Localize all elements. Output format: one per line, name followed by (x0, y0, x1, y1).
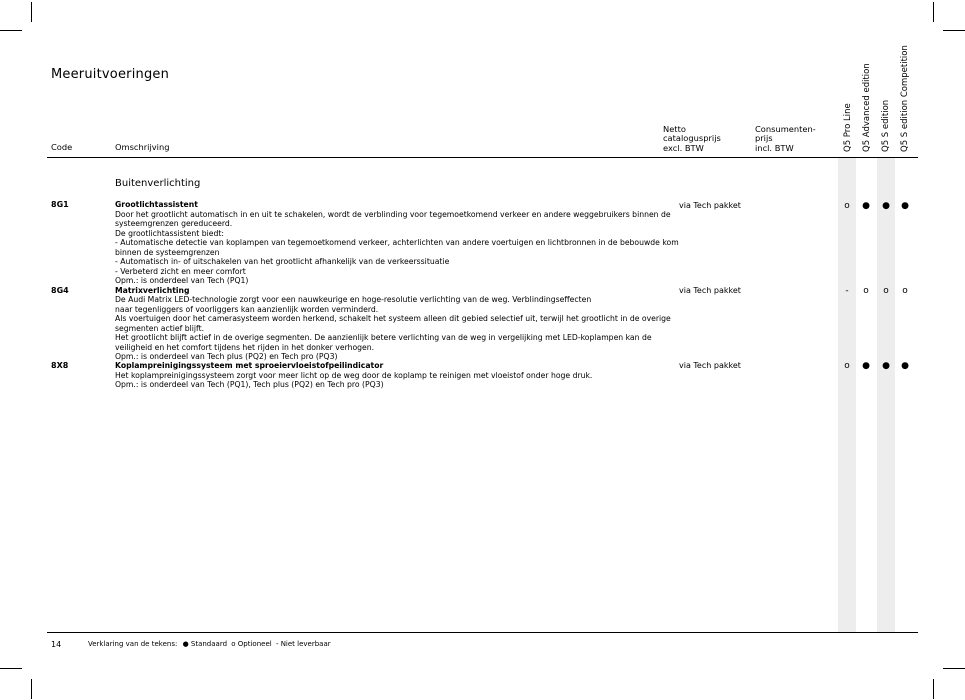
header-netto-price (663, 125, 721, 153)
crop-mark (31, 679, 32, 699)
legend (88, 640, 331, 648)
section-title: Buitenverlichting (115, 178, 201, 189)
header-consumer-line: incl. BTW (755, 142, 794, 153)
option-desc-line: veiligheid en het comfort tijdens het rijden in het donker verhogen. (115, 342, 375, 352)
crop-mark (0, 30, 22, 31)
option-desc-line: Opm.: is onderdeel van Tech (PQ1) (115, 276, 249, 285)
option-desc-line: De Audi Matrix LED-technologie zorgt voor een nauwkeurige en hoge-resolutie verlichting van de weg. Verblindingseffecten (115, 295, 592, 304)
variant-column-shade (838, 158, 856, 632)
option-desc-line: - Verbeterd zicht en meer comfort (115, 266, 246, 276)
option-desc-line: systeemgrenzen gereduceerd. (115, 219, 233, 228)
header-omschrijving: Omschrijving (115, 142, 170, 152)
option-desc-line: Het koplampreinigingssysteem zorgt voor meer licht op de weg door de koplamp te reinigen met vloeistof onder hoge druk. (115, 370, 593, 380)
option-title: Grootlichtassistent (115, 200, 198, 209)
legend-not-available: - Niet leverbaar (275, 640, 331, 648)
crop-mark (933, 679, 934, 699)
availability-mark: ● (882, 201, 890, 211)
availability-mark: - (845, 286, 849, 296)
option-desc-line: segmenten actief blijft. (115, 323, 205, 333)
option-title: Koplampreinigingssysteem met sproeiervloeistofpeilindicator (115, 361, 384, 370)
option-desc-line: - Automatische detectie van koplampen van tegemoetkomend verkeer, achterlichten van andere voertuigen en lichtbronnen in de bebouwde kom (115, 238, 679, 247)
availability-mark: o (844, 361, 850, 371)
availability-mark: ● (901, 201, 909, 211)
option-desc-line: Opm.: is onderdeel van Tech (PQ1), Tech plus (PQ2) en Tech pro (PQ3) (115, 380, 384, 389)
option-desc-line: - Automatisch in- of uitschakelen van het grootlicht afhankelijk van de verkeerssituatie (115, 257, 450, 266)
legend-optional: o Optioneel (231, 640, 272, 648)
header-consumer-line: prijs (755, 133, 773, 144)
header-variant-pro-line: Q5 Pro Line (843, 103, 853, 152)
header-netto-line: catalogusprijs (663, 133, 721, 144)
option-desc-line: De grootlichtassistent biedt: (115, 228, 224, 238)
availability-mark: ● (862, 361, 870, 371)
availability-mark: ● (882, 361, 890, 371)
header-netto-line: excl. BTW (663, 142, 704, 153)
option-price: via Tech pakket (679, 201, 741, 210)
availability-mark: o (883, 286, 889, 296)
legend-label: Verklaring van de tekens: (88, 640, 178, 648)
header-variant-s-edition: Q5 S edition (881, 99, 891, 152)
variant-column-shade (877, 158, 895, 632)
page-number: 14 (51, 640, 62, 649)
crop-mark (0, 668, 22, 669)
header-rule (47, 157, 918, 158)
header-netto-line: Netto (663, 124, 686, 134)
option-desc-line: Het grootlicht blijft actief in de overige segmenten. De aanzienlijk betere verlichting van de weg in vergelijking met LED-koplampen kan de (115, 333, 652, 342)
option-price: via Tech pakket (679, 286, 741, 295)
availability-mark: o (863, 286, 869, 296)
footer-rule (47, 632, 918, 633)
option-desc-line: Als voertuigen door het camerasysteem worden herkend, schakelt het systeem alleen dit gebied selectief uit, terwijl het grootlicht in de overige (115, 314, 671, 323)
option-desc-line: naar tegenliggers of voorliggers kan aanzienlijk worden verminderd. (115, 304, 379, 314)
availability-mark: ● (862, 201, 870, 211)
legend-standard: ● Standaard (182, 640, 228, 648)
header-consumer-price (755, 125, 816, 153)
crop-mark (933, 2, 934, 22)
option-code: 8G4 (51, 285, 69, 295)
header-variant-advanced: Q5 Advanced edition (862, 63, 872, 152)
option-code: 8G1 (51, 200, 69, 209)
option-code: 8X8 (51, 361, 69, 370)
page-title: Meeruitvoeringen (51, 67, 170, 82)
availability-mark: o (902, 286, 908, 296)
availability-mark: o (844, 201, 850, 211)
option-price: via Tech pakket (679, 361, 741, 370)
header-variant-s-competition: Q5 S edition Competition (900, 45, 910, 152)
header-code: Code (51, 142, 73, 152)
option-title: Matrixverlichting (115, 285, 190, 295)
crop-mark (31, 2, 32, 22)
option-desc-line: Opm.: is onderdeel van Tech plus (PQ2) en Tech pro (PQ3) (115, 352, 338, 361)
availability-mark: ● (901, 361, 909, 371)
option-desc-line: binnen de systeemgrenzen (115, 247, 220, 257)
header-consumer-line: Consumenten- (755, 124, 816, 134)
option-desc-line: Door het grootlicht automatisch in en uit te schakelen, wordt de verblinding voor tegemoetkomend verkeer en andere weggebruikers binnen de (115, 209, 671, 219)
crop-mark (943, 30, 965, 31)
crop-mark (943, 668, 965, 669)
